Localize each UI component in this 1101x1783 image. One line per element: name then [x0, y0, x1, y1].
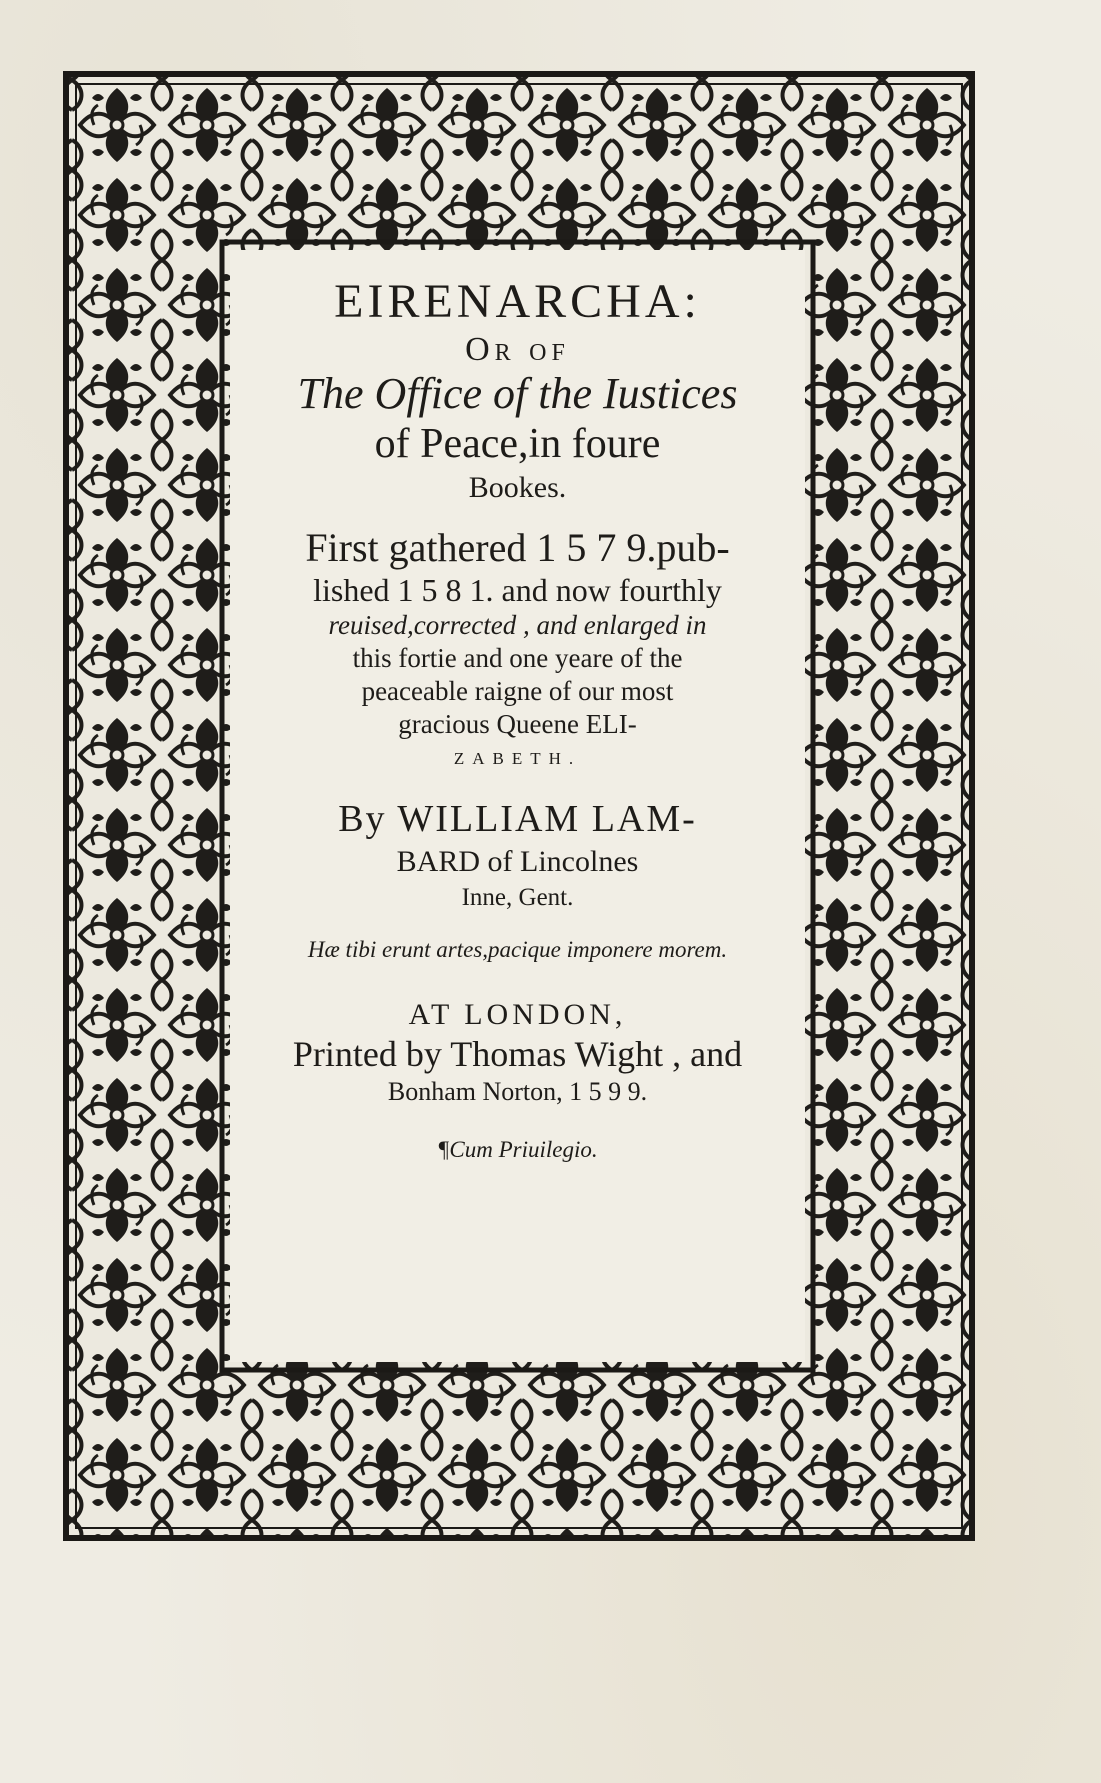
author-line-1: By WILLIAM LAM- [338, 798, 697, 840]
title-block [230, 250, 805, 1362]
imprint-line-1: AT LONDON, [408, 998, 627, 1031]
or-of-line: Or of [465, 331, 570, 368]
motto: Hæ tibi erunt artes,pacique imponere morem. [307, 937, 728, 962]
history-line-4: this fortie and one yeare of the [352, 643, 683, 673]
history-line-1: First gathered 1 5 7 9.pub- [305, 525, 730, 570]
subtitle-line-1: The Office of the Iustices [297, 369, 738, 418]
book-title: EIRENARCHA: [334, 275, 701, 328]
history-line-5: peaceable raigne of our most [361, 676, 674, 706]
history-line-3: reuised,corrected , and enlarged in [328, 610, 707, 640]
subtitle-line-2: of Peace,in foure [374, 421, 661, 467]
subtitle-line-3: Bookes. [468, 471, 567, 504]
history-line-6: gracious Queene ELI- [398, 709, 637, 739]
history-line-2: lished 1 5 8 1. and now fourthly [313, 572, 722, 608]
privilege-line: ¶Cum Priuilegio. [437, 1137, 598, 1162]
author-line-3: Inne, Gent. [461, 884, 574, 911]
imprint-line-3: Bonham Norton, 1 5 9 9. [387, 1077, 648, 1106]
history-line-7: ZABETH. [453, 749, 582, 768]
author-line-2: BARD of Lincolnes [396, 845, 639, 878]
imprint-line-2: Printed by Thomas Wight , and [292, 1034, 743, 1074]
